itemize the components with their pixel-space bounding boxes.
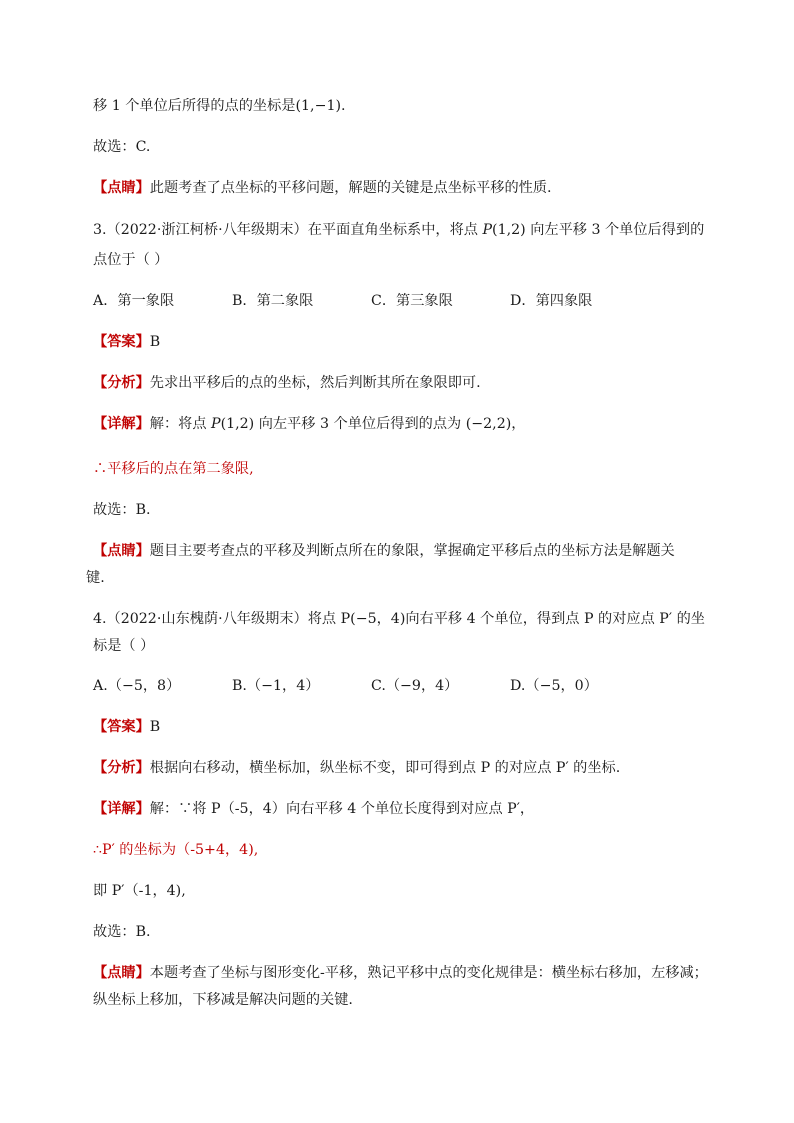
answer-tag: 【答案】	[93, 334, 150, 350]
q3-answer-value: B	[149, 334, 161, 350]
q3-option-d: D．第四象限	[510, 293, 593, 309]
q4-analysis-text: 根据向右移动，横坐标加，纵坐标不变，即可得到点 P 的对应点 P′ 的坐标.	[149, 760, 621, 776]
q3-answer	[93, 332, 160, 352]
q3-stem-coord: (1,2)	[492, 222, 526, 238]
comment-tag: 【点睛】	[93, 543, 150, 559]
q4-option-a: A.（−5，8）	[93, 678, 181, 694]
q3-option-c: C．第三象限	[371, 293, 453, 309]
q3-comment-text-1: 题目主要考查点的平移及判断点所在的象限，掌握确定平移后点的坐标方法是解题关	[149, 543, 675, 559]
analysis-tag: 【分析】	[93, 760, 150, 776]
q4-choose: 故选：B.	[93, 924, 151, 940]
top-line-1-text: 移 1 个单位后所得的点的坐标是	[93, 98, 296, 114]
q3-option-a: A．第一象限	[93, 293, 175, 309]
q3-choose: 故选：B.	[93, 502, 151, 518]
top-choose: 故选：C.	[93, 139, 151, 155]
q4-ji: 即 P′（-1，4),	[93, 883, 186, 899]
q4-answer-value: B	[149, 719, 161, 735]
q3-detail	[93, 414, 525, 434]
q4-therefore: ∴P′ 的坐标为（-5+4，4),	[93, 842, 259, 858]
q3-detail-pre: 解：将点	[149, 416, 212, 432]
q3-comment-line-1	[93, 541, 675, 561]
answer-tag: 【答案】	[93, 719, 150, 735]
detail-tag: 【详解】	[93, 416, 150, 432]
top-line-1-math: (1,−1)	[295, 98, 342, 114]
q4-detail-text: 解：∵将 P（-5，4）向右平移 4 个单位长度得到对应点 P′，	[149, 801, 535, 817]
q4-stem-line-1: 4.（2022·山东槐荫·八年级期末）将点 P(−5，4)向右平移 4 个单位，得到点 P 的对应点 P′ 的坐	[93, 611, 705, 627]
q4-comment-text-1: 本题考查了坐标与图形变化-平移，熟记平移中点的变化规律是：横坐标右移加，左移减；	[149, 965, 708, 981]
q4-comment-line-2: 纵坐标上移加，下移减是解决问题的关键.	[93, 992, 353, 1008]
q3-detail-result: (−2,2)	[465, 416, 512, 432]
q4-option-c: C.（−9，4）	[371, 678, 459, 694]
q4-analysis	[93, 758, 620, 778]
top-line-1	[93, 96, 346, 116]
q3-stem-line-1	[93, 220, 704, 240]
q3-detail-post: ，	[511, 416, 526, 432]
q3-stem-point: P	[482, 222, 493, 238]
q3-detail-point: P	[211, 416, 221, 432]
q4-option-b: B.（−1，4）	[232, 678, 320, 694]
comment-tag: 【点睛】	[93, 180, 150, 196]
analysis-tag: 【分析】	[93, 375, 150, 391]
detail-tag: 【详解】	[93, 801, 150, 817]
comment-tag: 【点睛】	[93, 965, 150, 981]
q3-comment-line-2: 键.	[86, 570, 105, 586]
q4-comment-line-1	[93, 963, 708, 983]
q3-therefore: ∴平移后的点在第二象限,	[93, 461, 254, 477]
q3-analysis	[93, 373, 481, 393]
top-comment-text: 此题考查了点坐标的平移问题，解题的关键是点坐标平移的性质.	[149, 180, 552, 196]
q4-answer	[93, 717, 160, 737]
q3-stem-post: 向左平移 3 个单位后得到的	[525, 222, 705, 238]
q3-stem-pre: 3.（2022·浙江柯桥·八年级期末）在平面直角坐标系中，将点	[93, 222, 483, 238]
top-comment	[93, 178, 552, 198]
q3-detail-mid: 向左平移 3 个单位后得到的点为	[254, 416, 466, 432]
top-line-1-end: .	[341, 98, 346, 114]
q3-analysis-text: 先求出平移后的点的坐标，然后判断其所在象限即可.	[149, 375, 481, 391]
q4-stem-line-2: 标是（ ）	[93, 638, 155, 654]
q4-detail	[93, 799, 534, 819]
q3-option-b: B．第二象限	[232, 293, 314, 309]
q3-stem-line-2: 点位于（ ）	[93, 252, 169, 268]
q4-option-d: D.（−5，0）	[510, 678, 598, 694]
q3-detail-coord: (1,2)	[220, 416, 255, 432]
